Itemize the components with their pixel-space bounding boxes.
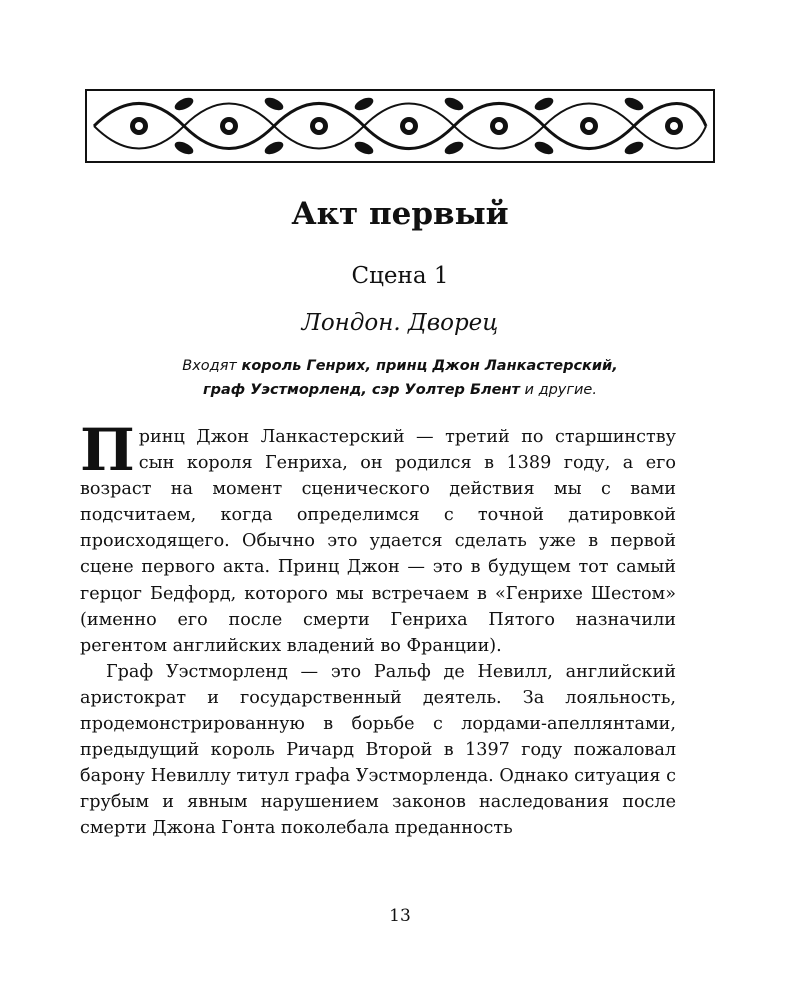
decorative-ornament-header	[84, 88, 716, 164]
act-title: Акт первый	[291, 196, 509, 232]
scene-title: Сцена 1	[351, 263, 449, 289]
paragraph-2: Граф Уэстморленд — это Ральф де Невилл, английский аристократ и государственный деятель. За лояльность, продемонстрированную в борьбе с лордами-апеллянтами, предыдущий король Ричард Второй в 1397 году пожаловал барону Невиллу титул графа Уэстморленда. Однако ситуация с грубым и явным нарушением законов наследования после смерти Джона Гонта поколебала преданность	[80, 661, 676, 839]
stage-characters-line1: король Генрих, принц Джон Ланкастерский,	[241, 358, 618, 374]
stage-enter: Входят	[182, 358, 237, 374]
scene-location: Лондон. Дворец	[301, 310, 499, 336]
stage-characters-line2: граф Уэстморленд, сэр Уолтер Блент	[203, 382, 520, 398]
stage-and: и	[524, 382, 534, 398]
stage-direction	[60, 354, 740, 402]
paragraph-1-text: ринц Джон Ланкастерский — третий по старшинству сын короля Генриха, он родился в 1389 году, а его возраст на момент сценического действия мы с вами подсчитаем, когда определимся с точной датировкой происходящего. Обычно это удается сделать уже в первой сцене первого акта. Принц Джон — это в будущем тот самый герцог Бедфорд, которого мы встречаем в «Генрихе Шестом» (именно его после смерти Генриха Пятого назначили регентом английских владений во Франции).	[80, 427, 676, 656]
stage-others: другие.	[538, 382, 597, 398]
drop-cap: П	[80, 416, 135, 484]
page-number: 13	[389, 906, 411, 926]
paragraph-1	[80, 416, 676, 659]
body-text	[80, 416, 676, 842]
